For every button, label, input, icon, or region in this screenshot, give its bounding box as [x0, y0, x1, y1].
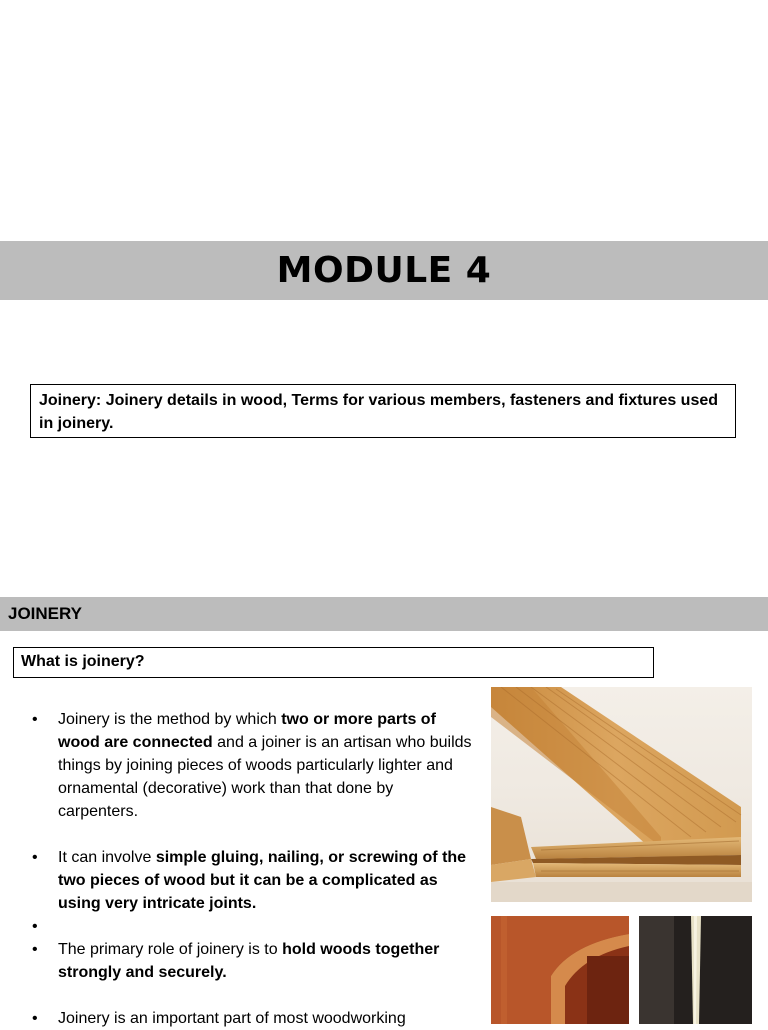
wood-boards-photo — [491, 687, 752, 902]
topic-box: Joinery: Joinery details in wood, Terms for various members, fasteners and fixtures used in joinery. — [30, 384, 736, 438]
bullet-item: • Joinery is an important part of most woodworking — [30, 1007, 475, 1030]
dowel-illustration — [639, 916, 752, 1024]
bullet-item: • Joinery is the method by which two or more parts of wood are connected and a joiner is an artisan who builds things by joining pieces of woods particularly lighter and ornamental (decorative) work than that done by carpenters. — [30, 708, 475, 823]
page-title: MODULE 4 — [276, 250, 492, 291]
question-box: What is joinery? — [13, 647, 654, 678]
section-heading: JOINERY — [8, 604, 83, 623]
section-heading-bar — [0, 597, 768, 631]
wood-boards-illustration — [491, 687, 752, 902]
dowel-photo — [639, 916, 752, 1024]
wood-corner-illustration — [491, 916, 629, 1024]
bullet-item: • The primary role of joinery is to hold woods together strongly and securely. — [30, 938, 475, 984]
bullet-item-empty — [30, 915, 475, 938]
title-banner — [0, 241, 768, 300]
bullet-list — [30, 708, 475, 1030]
bullet-item: • It can involve simple gluing, nailing, or screwing of the two pieces of wood but it can be a complicated as using very intricate joints. — [30, 846, 475, 915]
wood-corner-photo — [491, 916, 629, 1024]
